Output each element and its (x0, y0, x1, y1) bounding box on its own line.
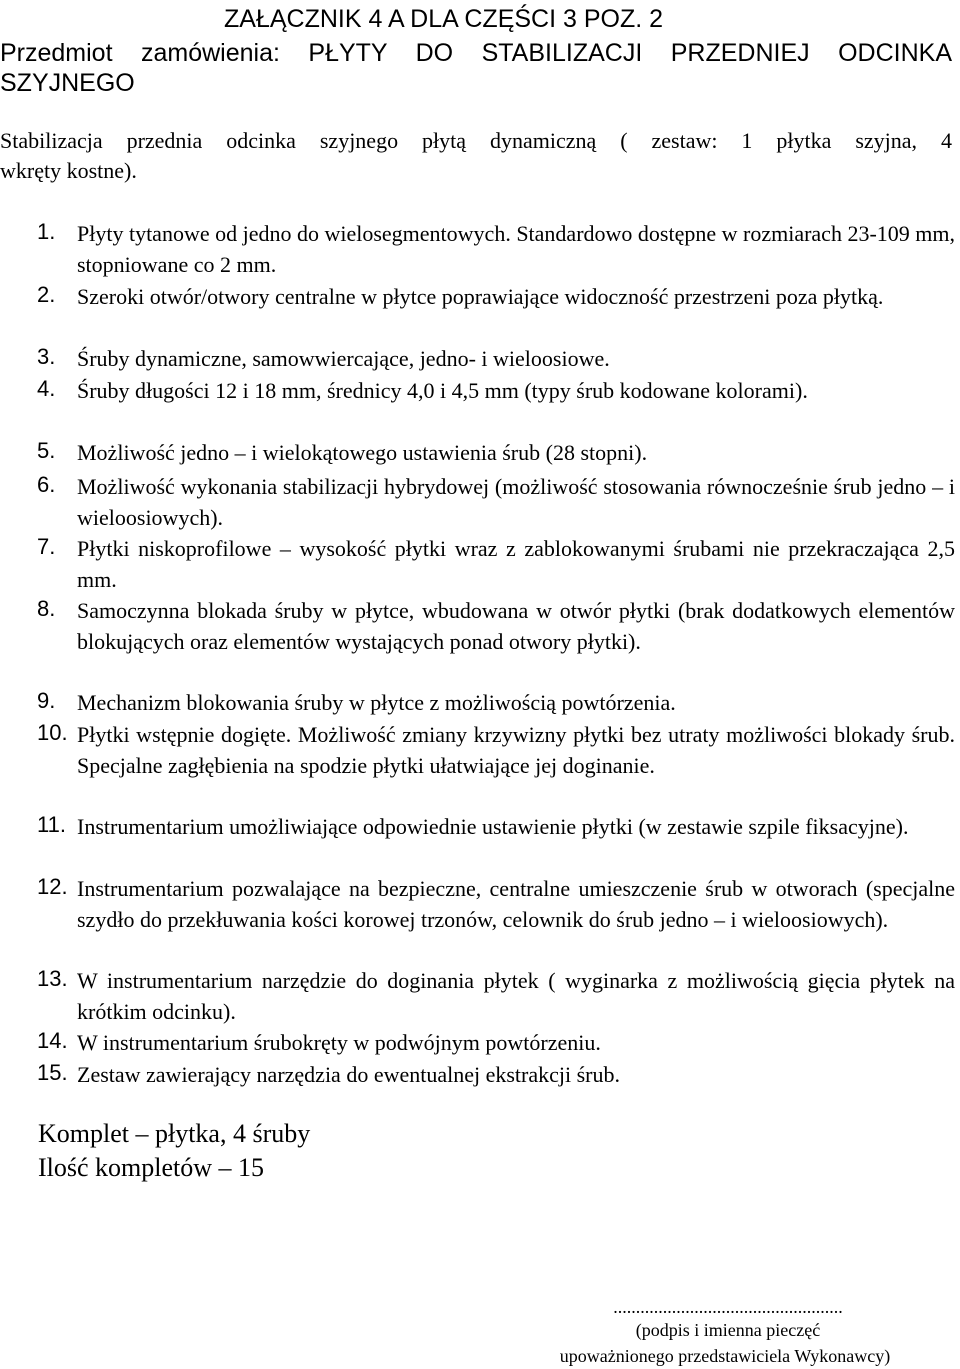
item-text: Zestaw zawierający narzędzia do ewentualnej ekstrakcji śrub. (77, 1062, 621, 1087)
item-text: Płyty tytanowe od jedno do wielosegmentowych. Standardowo dostępne w rozmiarach 23-109 mm, stopniowane co 2 mm. (77, 221, 955, 277)
item-text: Instrumentarium umożliwiające odpowiednie ustawienie płytki (w zestawie szpile fiksacyjne). (77, 814, 909, 839)
item-text: Płytki wstępnie dogięte. Możliwość zmiany krzywizny płytki bez utraty możliwości blokady śrub. Specjalne zagłębienia na spodzie płytki ułatwiające jej doginanie. (77, 722, 955, 778)
set-description: Komplet – płytka, 4 śruby (38, 1119, 311, 1148)
subject-line-2: SZYJNEGO (0, 69, 135, 97)
item-number: 13. (37, 966, 68, 991)
item-number: 2. (37, 282, 56, 307)
item-text: Śruby dynamiczne, samowwiercające, jedno- i wieloosiowe. (77, 346, 610, 371)
attachment-title: ZAŁĄCZNIK 4 A DLA CZĘŚCI 3 POZ. 2 (224, 5, 664, 33)
item-text: Samoczynna blokada śruby w płytce, wbudowana w otwór płytki (brak dodatkowych elementów blokujących oraz elementów wystających ponad otwory płytki). (77, 598, 955, 654)
item-number: 8. (37, 596, 56, 621)
signature-caption-2: upoważnionego przedstawiciela Wykonawcy) (559, 1346, 891, 1366)
item-text: Śruby długości 12 i 18 mm, średnicy 4,0 i 4,5 mm (typy śrub kodowane kolorami). (77, 378, 808, 403)
intro-line-2: wkręty kostne). (0, 158, 137, 183)
item-text: Możliwość wykonania stabilizacji hybrydowej (możliwość stosowania równocześnie śrub jedno – i wieloosiowych). (77, 474, 955, 530)
item-number: 15. (37, 1060, 68, 1085)
item-number: 5. (37, 438, 56, 463)
item-number: 14. (37, 1028, 68, 1053)
item-number: 7. (37, 534, 56, 559)
item-text: W instrumentarium narzędzie do doginania płytek ( wyginarka z możliwością gięcia płytek na krótkim odcinku). (77, 968, 955, 1024)
signature-caption-1: (podpis i imienna pieczęć (635, 1320, 821, 1340)
item-text: Możliwość jedno – i wielokątowego ustawienia śrub (28 stopni). (77, 440, 648, 465)
item-number: 9. (37, 688, 56, 713)
item-number: 11. (37, 812, 66, 837)
set-quantity: Ilość kompletów – 15 (38, 1153, 265, 1182)
item-number: 3. (37, 344, 56, 369)
item-number: 6. (37, 472, 56, 497)
item-text: Instrumentarium pozwalające na bezpieczne, centralne umieszczenie śrub w otworach (specjalne szydło do przekłuwania kości korowej trzonów, celownik do śrub jedno – i wieloosiowych). (77, 876, 955, 932)
item-text: Szeroki otwór/otwory centralne w płytce poprawiające widoczność przestrzeni poza płytką. (77, 284, 884, 309)
item-number: 4. (37, 376, 56, 401)
item-number: 10. (37, 720, 68, 745)
signature-dots: ................................................... (613, 1297, 843, 1317)
item-text: Płytki niskoprofilowe – wysokość płytki wraz z zablokowanymi śrubami nie przekraczająca 2,5 mm. (77, 536, 955, 592)
subject-line-1: Przedmiot zamówienia: PŁYTY DO STABILIZACJI PRZEDNIEJ ODCINKA (0, 39, 952, 67)
item-text: W instrumentarium śrubokręty w podwójnym powtórzeniu. (77, 1030, 601, 1055)
item-number: 1. (37, 219, 56, 244)
item-text: Mechanizm blokowania śruby w płytce z możliwością powtórzenia. (77, 690, 676, 715)
intro-line-1: Stabilizacja przednia odcinka szyjnego płytą dynamiczną ( zestaw: 1 płytka szyjna, 4 (0, 128, 952, 153)
item-number: 12. (37, 874, 68, 899)
